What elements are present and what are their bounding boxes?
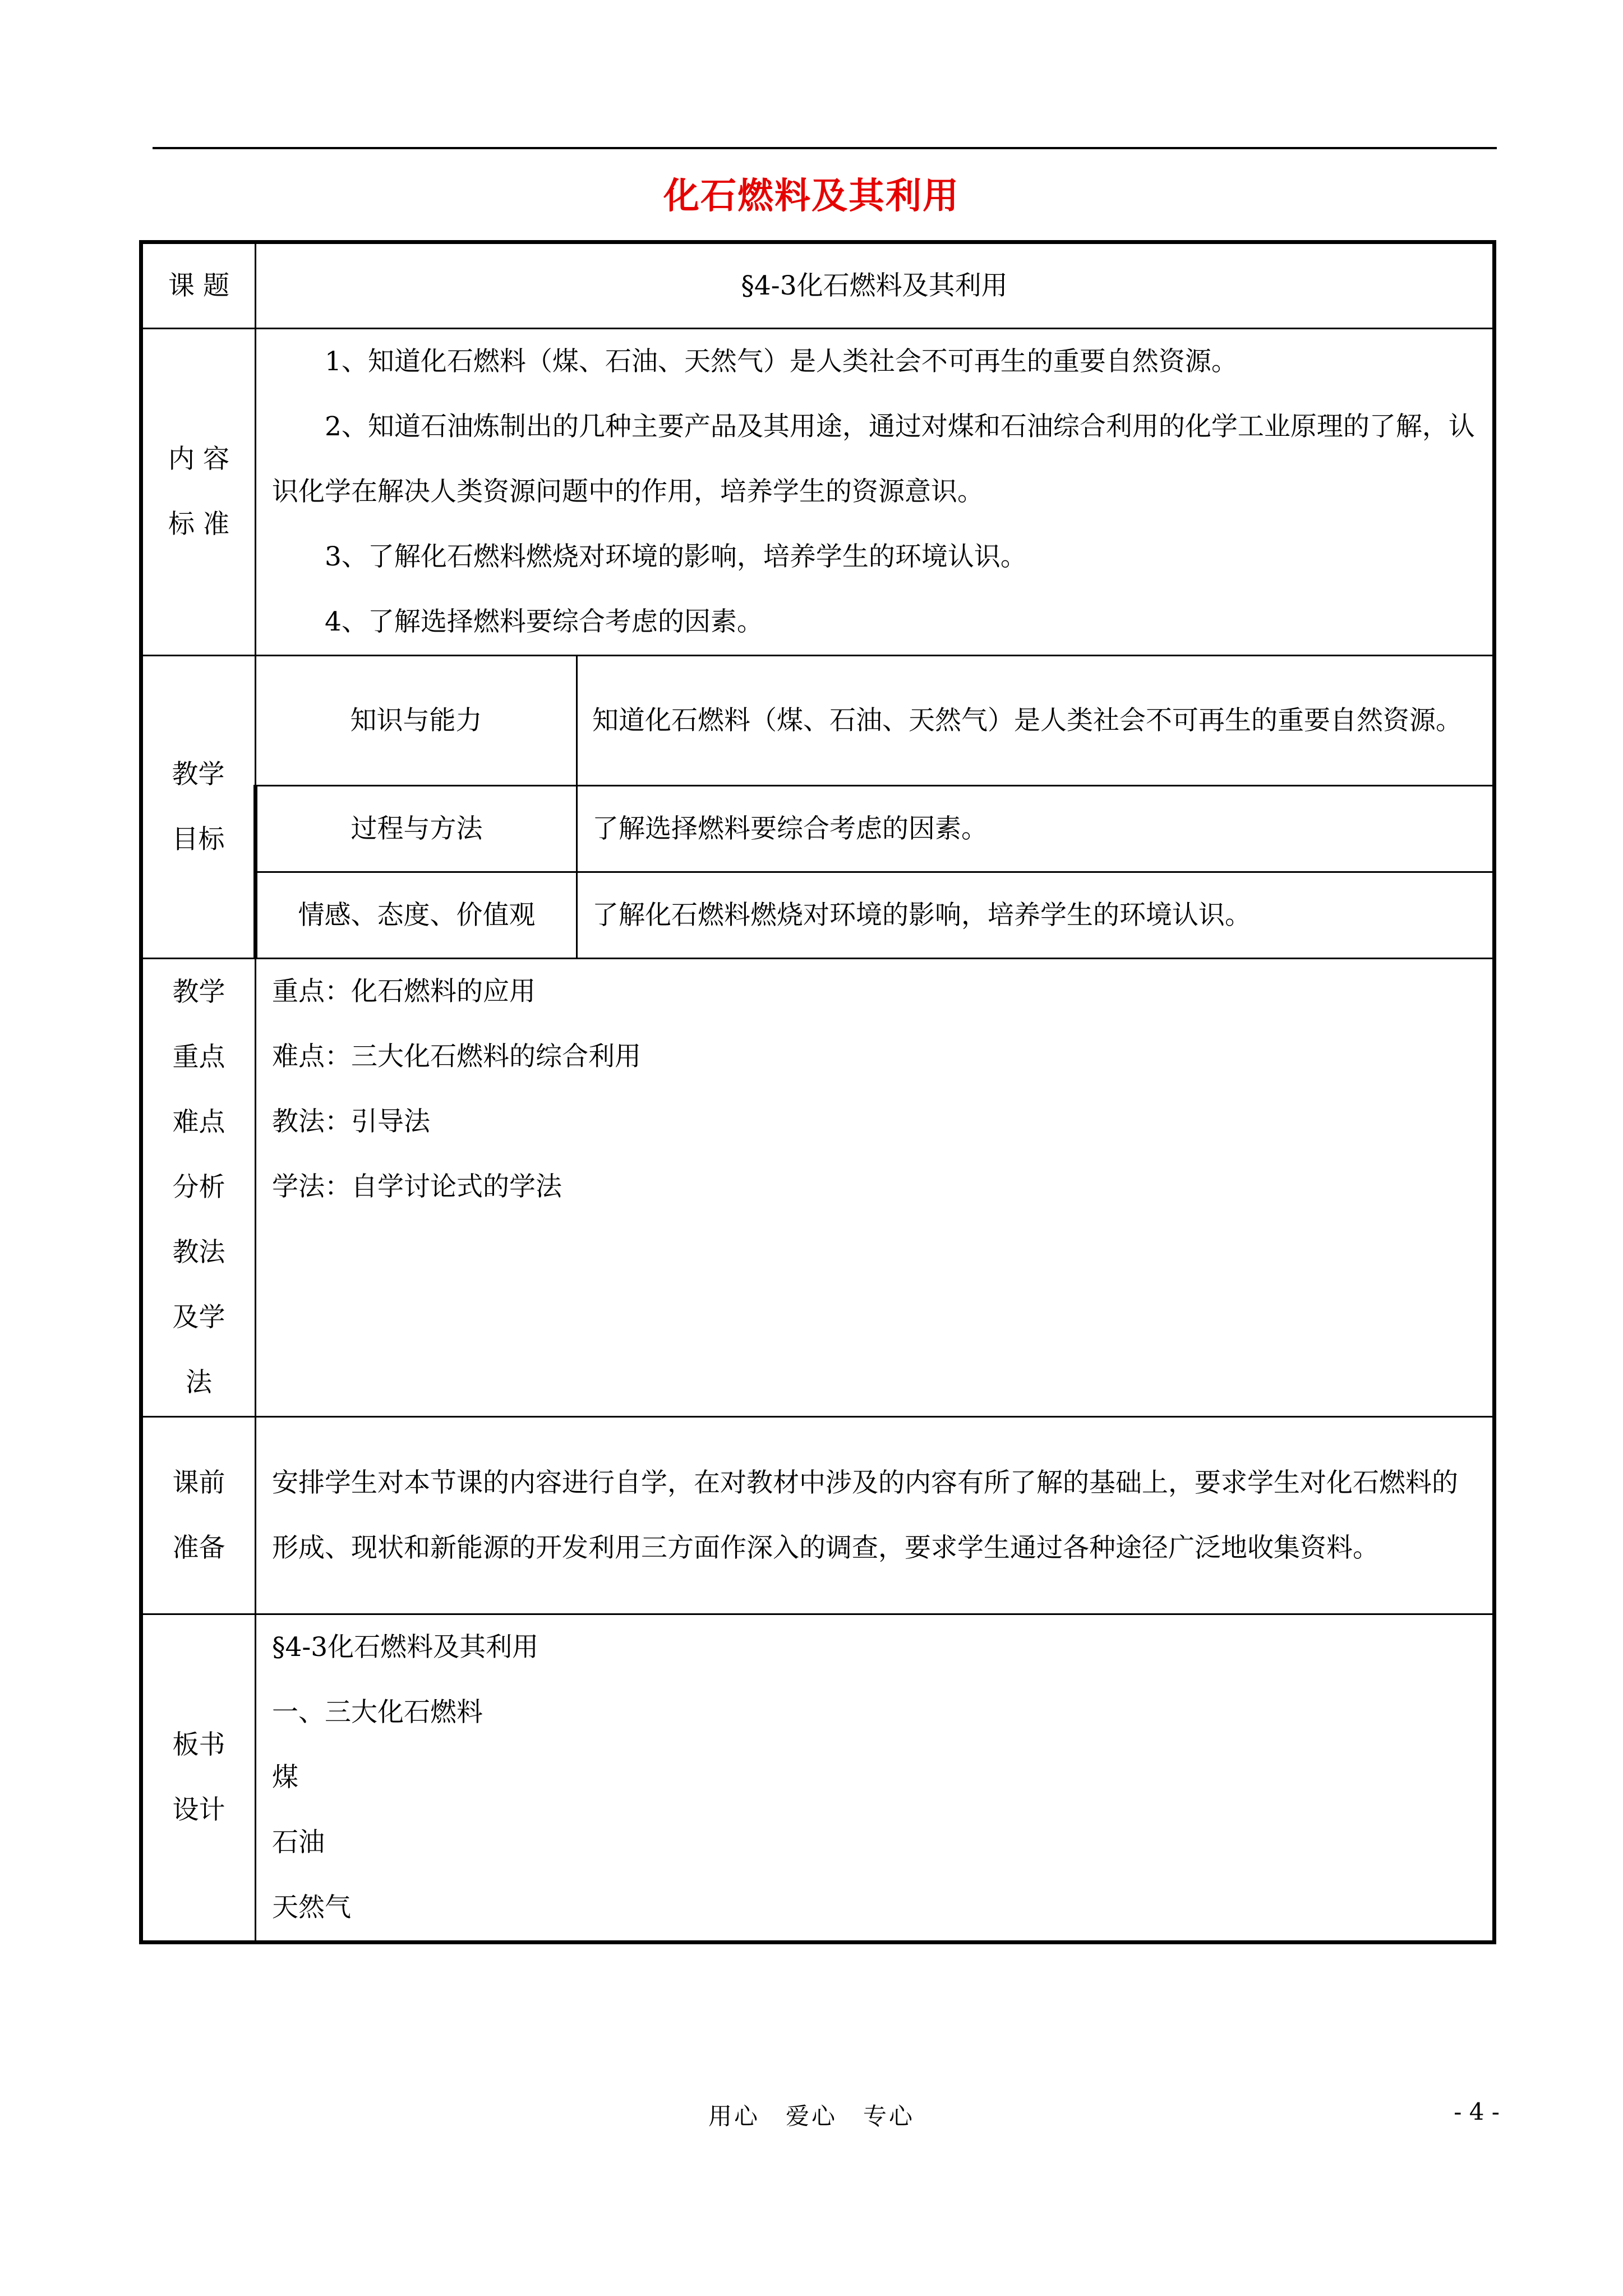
objective-text: 知道化石燃料（煤、石油、天然气）是人类社会不可再生的重要自然资源。: [577, 656, 1495, 786]
label-line: 及学: [172, 1302, 225, 1333]
label-line: 目标: [172, 823, 225, 855]
objective-row: [141, 786, 1495, 872]
preparation-content: [256, 1417, 1495, 1614]
standards-content: [256, 329, 1495, 656]
analysis-item: 学法：自学讨论式的学法: [272, 1171, 562, 1202]
label-line: 设计: [172, 1795, 225, 1825]
label-line: 法: [186, 1367, 212, 1398]
preparation-label: [141, 1417, 256, 1614]
lesson-label: 课 题: [141, 242, 256, 329]
label-line: 教学: [172, 977, 225, 1007]
label-line: 难点: [172, 1107, 225, 1138]
label-line: 板书: [172, 1729, 225, 1760]
objective-dimension: 知识与能力: [256, 656, 577, 786]
board-line: §4-3化石燃料及其利用: [272, 1632, 539, 1663]
board-label: [141, 1614, 256, 1943]
label-line: 准备: [172, 1532, 225, 1563]
footer-motto: 用心 爱心 专心: [708, 2102, 915, 2130]
analysis-item: 教法：引导法: [272, 1106, 430, 1137]
lesson-title: §4-3化石燃料及其利用: [256, 242, 1495, 329]
analysis-label: [141, 959, 256, 1417]
objective-text: 了解选择燃料要综合考虑的因素。: [577, 786, 1495, 872]
standard-item: 2、知道石油炼制出的几种主要产品及其用途，通过对煤和石油综合利用的化学工业原理的了解，认识化学在解决人类资源问题中的作用，培养学生的资源意识。: [272, 411, 1475, 507]
header-rule: [153, 147, 1497, 149]
board-row: [141, 1614, 1495, 1943]
label-line: 课前: [172, 1467, 225, 1498]
analysis-item: 难点：三大化石燃料的综合利用: [272, 1041, 641, 1072]
analysis-content: [256, 959, 1495, 1417]
analysis-row: [141, 959, 1495, 1417]
label-line: 标 准: [168, 509, 229, 540]
label-line: 重点: [172, 1042, 225, 1073]
analysis-item: 重点：化石燃料的应用: [272, 976, 536, 1007]
board-line: 煤: [272, 1762, 298, 1793]
standards-row: [141, 329, 1495, 656]
objective-row: [141, 656, 1495, 786]
standard-item: 4、了解选择燃料要综合考虑的因素。: [325, 606, 763, 637]
document-title: 化石燃料及其利用: [663, 176, 960, 217]
standard-item: 3、了解化石燃料燃烧对环境的影响，培养学生的环境认识。: [325, 541, 1027, 572]
label-line: 分析: [172, 1172, 225, 1203]
lesson-plan-table: [139, 240, 1496, 1944]
board-line: 一、三大化石燃料: [272, 1697, 483, 1728]
board-line: 天然气: [272, 1892, 351, 1923]
page-number: - 4 -: [1454, 2098, 1500, 2125]
objective-dimension: 过程与方法: [256, 786, 577, 872]
objective-text: 了解化石燃料燃烧对环境的影响，培养学生的环境认识。: [577, 872, 1495, 959]
preparation-row: [141, 1417, 1495, 1614]
objectives-label: [141, 656, 256, 959]
preparation-text: 安排学生对本节课的内容进行自学，在对教材中涉及的内容有所了解的基础上，要求学生对化石燃料的形成、现状和新能源的开发利用三方面作深入的调查，要求学生通过各种途径广泛地收集资料。: [272, 1467, 1458, 1563]
objective-dimension: 情感、态度、价值观: [256, 872, 577, 959]
board-line: 石油: [272, 1827, 325, 1858]
objective-row: [141, 872, 1495, 959]
label-line: 教学: [172, 758, 225, 790]
board-content: [256, 1614, 1495, 1943]
standard-item: 1、知道化石燃料（煤、石油、天然气）是人类社会不可再生的重要自然资源。: [325, 346, 1238, 377]
standards-label: [141, 329, 256, 656]
label-line: 教法: [172, 1237, 225, 1268]
lesson-row: [141, 242, 1495, 329]
label-line: 内 容: [168, 444, 229, 475]
